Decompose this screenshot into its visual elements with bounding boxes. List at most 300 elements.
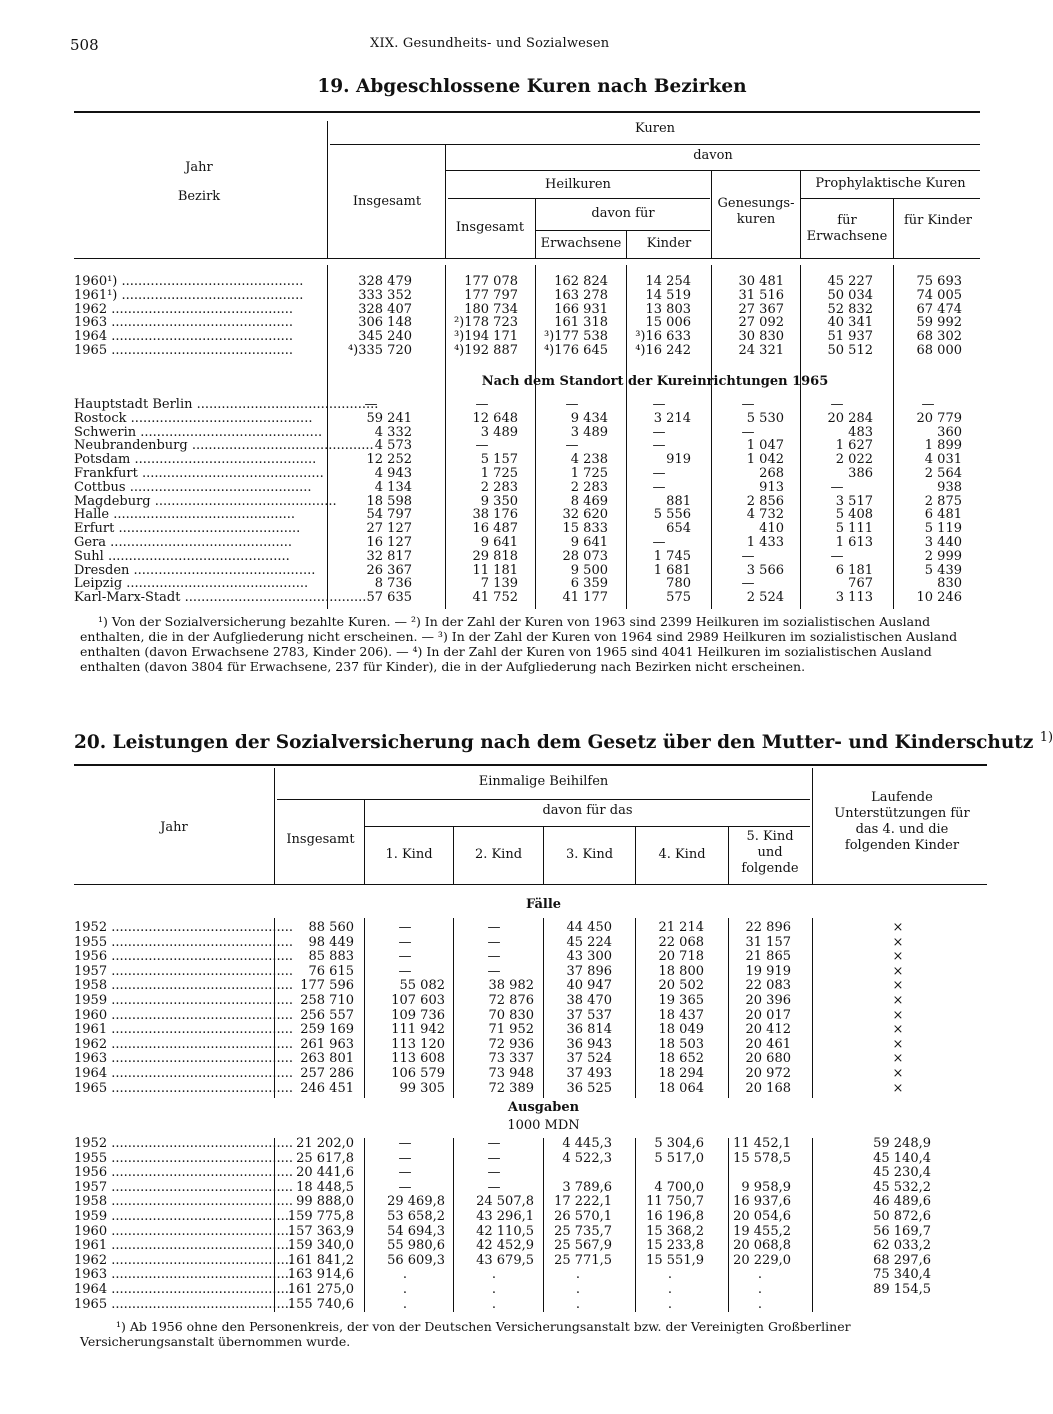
row-label — [74, 978, 270, 993]
table20-title-text: 20. Leistungen der Sozialversicherung nach dem Gesetz über den Mutter- und Kinderschutz — [74, 732, 1034, 754]
table-cell: 5 517,0 — [654, 1150, 704, 1166]
table-cell: 72 936 — [488, 1036, 534, 1052]
table-cell: — — [487, 1136, 501, 1151]
table-cell: . — [491, 1267, 497, 1283]
table-cell: 483 — [848, 424, 873, 440]
table-cell: — — [398, 920, 412, 935]
table-cell: 109 736 — [391, 1007, 445, 1023]
table-cell: ³)177 538 — [543, 329, 608, 345]
row-label — [74, 329, 302, 344]
table-cell: 7 139 — [480, 576, 518, 592]
table-cell: 3 517 — [835, 493, 873, 509]
table-cell: 16 196,8 — [646, 1209, 704, 1224]
table-cell: 5 157 — [480, 452, 518, 468]
row-label — [74, 590, 302, 605]
table-cell: 74 005 — [916, 287, 962, 303]
table-cell: 88 560 — [308, 920, 354, 935]
row-label-text: 1952 ..... — [74, 1136, 293, 1151]
table-cell: — — [398, 963, 412, 979]
table-cell: — — [652, 397, 666, 412]
table-cell: 25 617,8 — [296, 1150, 354, 1166]
table-cell: . — [491, 1296, 497, 1312]
table-cell: 41 752 — [472, 590, 518, 606]
table-cell: 46 489,6 — [873, 1194, 931, 1210]
table-cell: 22 896 — [745, 920, 791, 935]
table-cell: — — [487, 920, 501, 935]
row-label-text: 1965 ..... — [74, 343, 293, 358]
header-kind-5-und-folgende: 5. Kind und folgende — [741, 829, 799, 876]
table-cell: × — [892, 1051, 904, 1067]
table-cell: 20 502 — [658, 978, 704, 994]
table-cell: 20 441,6 — [296, 1165, 354, 1181]
row-label-text: 1955 ..... — [74, 1151, 293, 1166]
table-cell: 4 522,3 — [562, 1150, 612, 1166]
table-cell: 1 725 — [480, 466, 518, 481]
table-cell: . — [575, 1282, 581, 1297]
table-cell: 41 177 — [562, 590, 608, 606]
table-cell: 161 318 — [554, 315, 608, 331]
table-cell: 56 609,3 — [387, 1252, 445, 1268]
table-cell: 4 238 — [570, 452, 608, 468]
table-cell: 20 412 — [745, 1022, 791, 1038]
table-cell: 1 613 — [835, 535, 873, 550]
row-label — [74, 1282, 270, 1297]
table-cell: 157 363,9 — [287, 1223, 354, 1239]
table-cell: — — [487, 1150, 501, 1166]
table-cell: ⁴)176 645 — [543, 343, 608, 358]
row-label-text: 1960 ..... — [74, 1224, 293, 1239]
table-cell: — — [741, 397, 755, 412]
table-cell: 19 919 — [745, 963, 791, 979]
header-prophylaktische: Prophylaktische Kuren — [815, 176, 966, 191]
stub-header-bezirk: Bezirk — [177, 189, 221, 204]
table-cell: — — [398, 934, 412, 950]
table-cell: — — [830, 479, 844, 495]
table-cell: 11 750,7 — [646, 1194, 704, 1210]
table-cell: 263 801 — [300, 1051, 354, 1067]
table-cell: 6 481 — [924, 507, 962, 523]
header-davon-fuer: davon für — [591, 206, 655, 221]
table-cell: 1 627 — [835, 438, 873, 454]
table-cell: × — [892, 993, 904, 1008]
table-cell: 71 952 — [488, 1022, 534, 1038]
table-cell: 2 856 — [746, 493, 784, 509]
table-cell: 36 814 — [566, 1022, 612, 1038]
table-cell: 1 899 — [924, 438, 962, 454]
header-davon-fuer-das: davon für das — [542, 803, 633, 818]
table-cell: 20 054,6 — [733, 1209, 791, 1224]
row-label-text: 1961 ..... — [74, 1238, 293, 1253]
table-cell: 1 725 — [570, 466, 608, 481]
table-cell: 15 551,9 — [646, 1252, 704, 1268]
row-label — [74, 1297, 270, 1312]
table-cell: 9 434 — [570, 410, 608, 426]
table-cell: × — [892, 934, 904, 950]
table-cell: 4 332 — [374, 424, 412, 440]
row-label — [74, 466, 302, 481]
table-cell: 3 489 — [570, 424, 608, 440]
table-cell: 11 181 — [472, 562, 518, 578]
table-cell: 14 519 — [645, 287, 691, 303]
row-label — [74, 949, 270, 964]
table-cell: — — [741, 424, 755, 440]
row-label-text: Leipzig ..... — [74, 576, 308, 591]
row-label-text: 1962 ..... — [74, 302, 293, 317]
table-cell: — — [565, 397, 579, 412]
table-cell: 30 830 — [738, 329, 784, 345]
table-cell: 28 073 — [562, 548, 608, 564]
header-genesungskuren: Genesungs-kuren — [717, 196, 795, 227]
row-label — [74, 563, 302, 578]
table-cell: . — [402, 1267, 408, 1283]
table-cell: 15 368,2 — [646, 1223, 704, 1239]
table-cell: — — [398, 1179, 412, 1195]
table-cell: 3 440 — [924, 535, 962, 550]
table-cell: 12 252 — [366, 452, 412, 468]
table-cell: 166 931 — [554, 301, 608, 317]
table-cell: 830 — [937, 576, 962, 592]
table-cell: 24 507,8 — [476, 1194, 534, 1210]
row-label-text: 1958 ..... — [74, 978, 293, 993]
row-label — [74, 964, 270, 979]
row-label — [74, 1194, 270, 1209]
table-cell: 18 800 — [658, 963, 704, 979]
table-cell: 19 455,2 — [733, 1223, 791, 1239]
row-label-text: Magdeburg ..... — [74, 494, 337, 509]
row-label-text: Potsdam ..... — [74, 452, 316, 467]
table-cell: 2 283 — [480, 479, 518, 495]
row-label-text: Cottbus ..... — [74, 480, 312, 495]
table20-footnote: ¹) Ab 1956 ohne den Personenkreis, der von der Deutschen Versicherungsanstalt bzw. der Vereinigten Großberliner Versicherungsanstalt übernommen wurde. — [80, 1319, 851, 1349]
table-cell: 180 734 — [464, 301, 518, 317]
table-cell: 306 148 — [358, 315, 412, 331]
row-label-text: Dresden ..... — [74, 563, 315, 578]
table-cell: 16 937,6 — [733, 1194, 791, 1210]
row-label — [74, 549, 302, 564]
table-cell: 38 176 — [472, 507, 518, 523]
table-cell: ⁴)16 242 — [635, 343, 691, 358]
table-cell: 9 641 — [570, 535, 608, 550]
table19-footnote: ¹) Von der Sozialversicherung bezahlte Kuren. — ²) In der Zahl der Kuren von 1963 sind 2399 Heilkuren im sozialistischen Ausland enthalten, die in der Aufgliederung nicht erscheinen. — ³) In der Zahl der Kuren von 1964 sind 2989 Heilkuren im sozialistischen Ausland enthalten (davon Erwachsene 2783, Kinder 206). — ⁴) In der Zahl der Kuren von 1965 sind 4041 Heilkuren im sozialistischen Ausland enthalten (davon 3804 für Erwachsene, 237 für Kinder), die in der Aufgliederung nach Bezirken nicht erscheinen. — [80, 614, 958, 674]
row-label-text: 1956 ..... — [74, 1165, 293, 1180]
table-cell: × — [892, 963, 904, 979]
table-cell: 22 068 — [658, 934, 704, 950]
table-cell: 177 596 — [300, 978, 354, 994]
table-cell: 55 082 — [399, 978, 445, 994]
table-cell: 4 573 — [374, 438, 412, 454]
header-kind-4: 4. Kind — [658, 847, 706, 862]
table-cell: 99 305 — [399, 1080, 445, 1096]
table-cell: 1 745 — [653, 548, 691, 564]
table-cell: 386 — [848, 466, 873, 481]
section-ausgaben: Ausgaben — [507, 1100, 580, 1115]
row-label-text: 1959 ..... — [74, 1209, 293, 1224]
header-jahr: Jahr — [160, 820, 188, 835]
row-label — [74, 288, 302, 303]
table19-section-label: Nach dem Standort der Kureinrichtungen 1965 — [481, 374, 829, 389]
table-cell: ⁴)192 887 — [453, 343, 518, 358]
table-cell: 37 896 — [566, 963, 612, 979]
table-cell: 2 999 — [924, 548, 962, 564]
table-cell: 89 154,5 — [873, 1282, 931, 1297]
table-cell: 24 321 — [738, 343, 784, 358]
table-cell: 56 169,7 — [873, 1223, 931, 1239]
table-cell: — — [652, 535, 666, 550]
header-kinder: Kinder — [646, 236, 692, 251]
table-cell: . — [667, 1296, 673, 1312]
row-label — [74, 1136, 270, 1151]
header-kind-2: 2. Kind — [474, 847, 523, 862]
table-cell: 111 942 — [391, 1022, 445, 1038]
table-cell: 780 — [666, 576, 691, 592]
row-label — [74, 315, 302, 330]
page-number: 508 — [70, 36, 99, 54]
table-cell: 938 — [937, 479, 962, 495]
table-cell: . — [757, 1296, 763, 1312]
row-label-text: Hauptstadt Berlin ..... — [74, 397, 378, 412]
table-cell: 75 693 — [916, 274, 962, 289]
table-cell: 54 797 — [366, 507, 412, 523]
table-cell: 15 233,8 — [646, 1238, 704, 1254]
table19-title: 19. Abgeschlossene Kuren nach Bezirken — [317, 76, 747, 97]
table-cell: 27 092 — [738, 315, 784, 331]
table-cell: 15 578,5 — [733, 1150, 791, 1166]
row-label-text: Halle ..... — [74, 507, 295, 522]
header-davon: davon — [693, 148, 733, 163]
table-cell: 4 732 — [746, 507, 784, 523]
table-cell: 159 340,0 — [287, 1238, 354, 1254]
row-label — [74, 1267, 270, 1282]
table-cell: 21 865 — [745, 949, 791, 965]
table-cell: 328 479 — [358, 274, 412, 289]
table-cell: — — [398, 1165, 412, 1181]
table-cell: 52 832 — [827, 301, 873, 317]
header-kuren: Kuren — [634, 121, 676, 136]
table-cell: 4 445,3 — [562, 1136, 612, 1151]
table-cell: 75 340,4 — [873, 1267, 931, 1283]
table-cell: 10 246 — [916, 590, 962, 606]
table-cell: 50 872,6 — [873, 1209, 931, 1224]
row-label-text: 1964 ..... — [74, 1282, 293, 1297]
table-cell: 18 294 — [658, 1066, 704, 1081]
table-cell: 2 564 — [924, 466, 962, 481]
table-cell: 27 367 — [738, 301, 784, 317]
table-cell: — — [364, 397, 378, 412]
table-cell: 20 284 — [827, 410, 873, 426]
row-label-text: 1956 ..... — [74, 949, 293, 964]
table-cell: 163 278 — [554, 287, 608, 303]
table-cell: . — [757, 1267, 763, 1283]
table-cell: × — [892, 978, 904, 994]
row-label-text: 1965 ..... — [74, 1081, 293, 1096]
row-label — [74, 1209, 270, 1224]
table-cell: 155 740,6 — [287, 1296, 354, 1312]
table-cell: 20 229,0 — [733, 1252, 791, 1268]
table-cell: 17 222,1 — [554, 1194, 612, 1210]
section-unit: 1000 MDN — [507, 1118, 580, 1133]
table-cell: 38 982 — [488, 978, 534, 994]
table-cell: 68 302 — [916, 329, 962, 345]
table-cell: 30 481 — [738, 274, 784, 289]
row-label — [74, 1238, 270, 1253]
table-cell: 67 474 — [916, 301, 962, 317]
table-cell: 345 240 — [358, 329, 412, 345]
table-cell: 1 042 — [746, 452, 784, 468]
table-cell: 32 620 — [562, 507, 608, 523]
header-fuer-kinder: für Kinder — [903, 213, 972, 228]
table-cell: 45 227 — [827, 274, 873, 289]
table-cell: 43 300 — [566, 949, 612, 965]
table-cell: 42 452,9 — [476, 1238, 534, 1254]
table-cell: — — [487, 963, 501, 979]
table-cell: 4 943 — [374, 466, 412, 481]
row-label-text: 1960 ..... — [74, 1008, 293, 1023]
table-cell: 43 296,1 — [476, 1209, 534, 1224]
row-label — [74, 576, 302, 591]
table-cell: 36 943 — [566, 1036, 612, 1052]
table-cell: 1 433 — [746, 535, 784, 550]
table-cell: 59 992 — [916, 315, 962, 331]
table-cell: 575 — [666, 590, 691, 606]
table-cell: 257 286 — [300, 1066, 354, 1081]
table-cell: 3 113 — [835, 590, 873, 606]
table-cell: — — [565, 438, 579, 454]
table-cell: — — [487, 1165, 501, 1181]
table-cell: 21 214 — [658, 920, 704, 935]
table-cell: — — [652, 438, 666, 454]
table-cell: 72 389 — [488, 1080, 534, 1096]
row-label — [74, 920, 270, 935]
row-label-text: Karl-Marx-Stadt ..... — [74, 590, 366, 605]
row-label-text: 1952 ..... — [74, 920, 293, 935]
table-cell: — — [652, 466, 666, 481]
table-cell: 161 841,2 — [287, 1252, 354, 1268]
table-cell: 3 789,6 — [562, 1179, 612, 1195]
row-label — [74, 452, 302, 467]
table-cell: 37 493 — [566, 1066, 612, 1081]
table-cell: 50 512 — [827, 343, 873, 358]
table-cell: 9 641 — [480, 535, 518, 550]
row-label — [74, 1165, 270, 1180]
table-cell: 256 557 — [300, 1007, 354, 1023]
table-cell: 654 — [666, 521, 691, 537]
table-cell: 40 341 — [827, 315, 873, 331]
table-cell: 12 648 — [472, 410, 518, 426]
table-cell: — — [652, 479, 666, 495]
header-kind-1: 1. Kind — [385, 847, 433, 862]
table-cell: 31 516 — [738, 287, 784, 303]
table-cell: 268 — [759, 466, 784, 481]
table-cell: 76 615 — [308, 963, 354, 979]
table-cell: 50 034 — [827, 287, 873, 303]
table-cell: 177 078 — [464, 274, 518, 289]
table-cell: 3 489 — [480, 424, 518, 440]
table-cell: 246 451 — [300, 1080, 354, 1096]
table-cell: 177 797 — [464, 287, 518, 303]
table-cell: . — [402, 1282, 408, 1297]
table-cell: 9 500 — [570, 562, 608, 578]
table-cell: 68 297,6 — [873, 1252, 931, 1268]
table-cell: 410 — [759, 521, 784, 537]
table-cell: 1 047 — [746, 438, 784, 454]
row-label — [74, 1022, 270, 1037]
table-cell: 2 524 — [746, 590, 784, 606]
table-cell: 20 972 — [745, 1066, 791, 1081]
table-cell: 59 241 — [366, 410, 412, 426]
row-label — [74, 935, 270, 950]
table-cell: 51 937 — [827, 329, 873, 345]
table-cell: 881 — [666, 493, 691, 509]
row-label — [74, 535, 302, 550]
table-cell: . — [491, 1282, 497, 1297]
table-cell: — — [830, 548, 844, 564]
table-cell: 3 566 — [746, 562, 784, 578]
row-label-text: 1958 ..... — [74, 1194, 293, 1209]
row-label — [74, 1008, 270, 1023]
row-label-text: 1963 ..... — [74, 1267, 293, 1282]
table-cell: 26 367 — [366, 562, 412, 578]
row-label-text: 1960¹) ..... — [74, 274, 303, 289]
table-cell: . — [575, 1267, 581, 1283]
table-cell: 1 681 — [653, 562, 691, 578]
table-cell: — — [475, 397, 489, 412]
row-label — [74, 507, 302, 522]
table-cell: 328 407 — [358, 301, 412, 317]
row-label-text: Erfurt ..... — [74, 521, 300, 536]
table-cell: — — [652, 424, 666, 440]
table-cell: — — [398, 949, 412, 965]
table-cell: 16 127 — [366, 535, 412, 550]
row-label-text: Rostock ..... — [74, 411, 312, 426]
table-cell: 44 450 — [566, 920, 612, 935]
table-cell: 68 000 — [916, 343, 962, 358]
table-cell: 32 817 — [366, 548, 412, 564]
table-cell: 54 694,3 — [387, 1223, 445, 1239]
row-label-text: Suhl ..... — [74, 549, 290, 564]
table-cell: 15 833 — [562, 521, 608, 537]
row-label — [74, 1253, 270, 1268]
table-cell: 15 006 — [645, 315, 691, 331]
table-cell: 5 111 — [835, 521, 873, 537]
table-cell: 20 168 — [745, 1080, 791, 1096]
table-cell: 18 049 — [658, 1022, 704, 1038]
table-cell: 5 530 — [746, 410, 784, 426]
header-heilkuren: Heilkuren — [545, 177, 611, 192]
table-cell: 18 598 — [366, 493, 412, 509]
table-cell: 18 652 — [658, 1051, 704, 1067]
row-label — [74, 425, 302, 440]
table-cell: 4 031 — [924, 452, 962, 468]
table-cell: 45 230,4 — [873, 1165, 931, 1181]
table-cell: 37 537 — [566, 1007, 612, 1023]
row-label — [74, 1081, 270, 1096]
table-cell: — — [741, 576, 755, 592]
table-cell: 20 718 — [658, 949, 704, 965]
table-cell: × — [892, 1022, 904, 1038]
table-cell: 21 202,0 — [296, 1136, 354, 1151]
table-cell: — — [487, 949, 501, 965]
table-cell: 26 570,1 — [554, 1209, 612, 1224]
table-cell: — — [398, 1136, 412, 1151]
row-label — [74, 411, 302, 426]
table-cell: 5 408 — [835, 507, 873, 523]
table-cell: 14 254 — [645, 274, 691, 289]
section-faelle: Fälle — [525, 897, 562, 912]
row-label-text: 1957 ..... — [74, 964, 293, 979]
table-cell: 98 449 — [308, 934, 354, 950]
row-label-text: 1962 ..... — [74, 1037, 293, 1052]
table-cell: 106 579 — [391, 1066, 445, 1081]
